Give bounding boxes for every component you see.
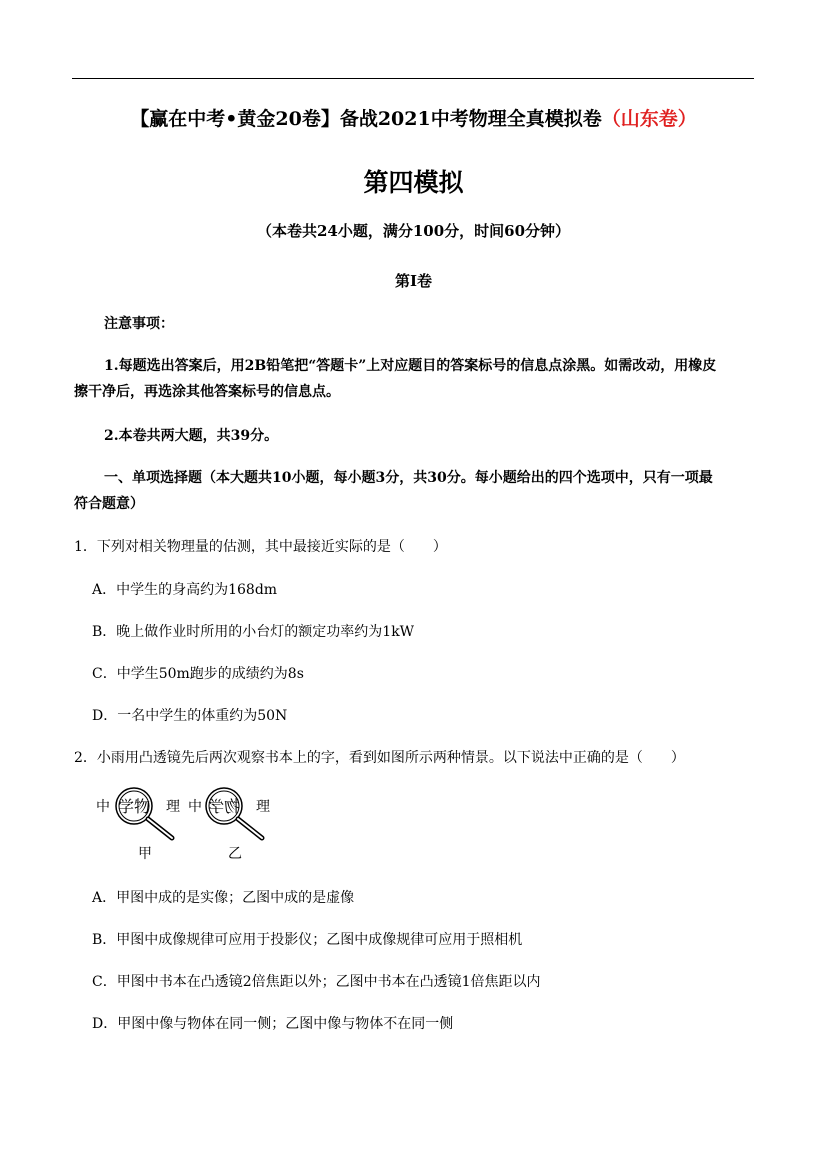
header-rule (72, 78, 754, 79)
note-2: 2.本卷共两大题，共39分。 (104, 428, 279, 444)
question-1-stem: 1．下列对相关物理量的估测，其中最接近实际的是（ ） (74, 539, 447, 555)
figure-left (96, 788, 180, 862)
note-1-line-2: 擦干净后，再选涂其他答案标号的信息点。 (74, 384, 340, 400)
section-1-line-1: 一、单项选择题（本大题共10小题，每小题3分，共30分。每小题给出的四个选项中，只有一项最 (104, 470, 713, 486)
left-right-char: 理 (166, 799, 180, 815)
question-1-option-c: C．中学生50m跑步的成绩约为8s (92, 666, 304, 682)
right-lens-text: 物学 (207, 797, 241, 816)
question-1-option-a: A．中学生的身高约为168dm (92, 582, 278, 598)
caption-jia: 甲 (138, 846, 152, 862)
right-lens-mirrored (208, 797, 240, 816)
question-1-option-d: D．一名中学生的体重约为50N (92, 708, 288, 724)
question-2-option-d: D．甲图中像与物体在同一侧；乙图中像与物体不在同一侧 (92, 1016, 454, 1032)
caption-yi: 乙 (228, 846, 242, 862)
notes-heading: 注意事项： (104, 316, 174, 332)
note-1-line-1: 1.每题选出答案后，用2B铅笔把“答题卡”上对应题目的答案标号的信息点涂黑。如需改动，用橡皮 (104, 358, 717, 374)
left-lens-text: 学物 (117, 797, 151, 816)
right-right-char: 理 (256, 799, 270, 815)
left-outside-char: 中 (96, 799, 110, 815)
paper-info: （本卷共24小题，满分100分，时间60分钟） (256, 222, 571, 240)
question-2-option-b: B．甲图中成像规律可应用于投影仪；乙图中成像规律可应用于照相机 (92, 932, 523, 948)
paper-subtitle: 第四模拟 (363, 168, 464, 197)
left-handle-highlight (148, 819, 172, 838)
question-1-option-b: B．晚上做作业时所用的小台灯的额定功率约为1kW (92, 624, 415, 640)
figure-right (188, 788, 270, 862)
question-2-option-c: C．甲图中书本在凸透镜2倍焦距以外；乙图中书本在凸透镜1倍焦距以内 (92, 974, 541, 990)
question-2-stem: 2．小雨用凸透镜先后两次观察书本上的字，看到如图所示两种情景。以下说法中正确的是（ ） (74, 750, 685, 766)
section-1-line-2: 符合题意） (74, 496, 144, 512)
part-heading: 第I卷 (394, 272, 433, 290)
magnifier-figure (96, 780, 276, 862)
question-2-option-a: A．甲图中成的是实像；乙图中成的是虚像 (92, 890, 355, 906)
title-region: （山东卷） (601, 108, 697, 130)
paper-title (0, 104, 827, 131)
title-main: 【赢在中考•黄金20卷】备战2021中考物理全真模拟卷 (130, 108, 602, 130)
right-outside-char: 中 (188, 799, 202, 815)
right-handle-highlight (238, 819, 262, 838)
